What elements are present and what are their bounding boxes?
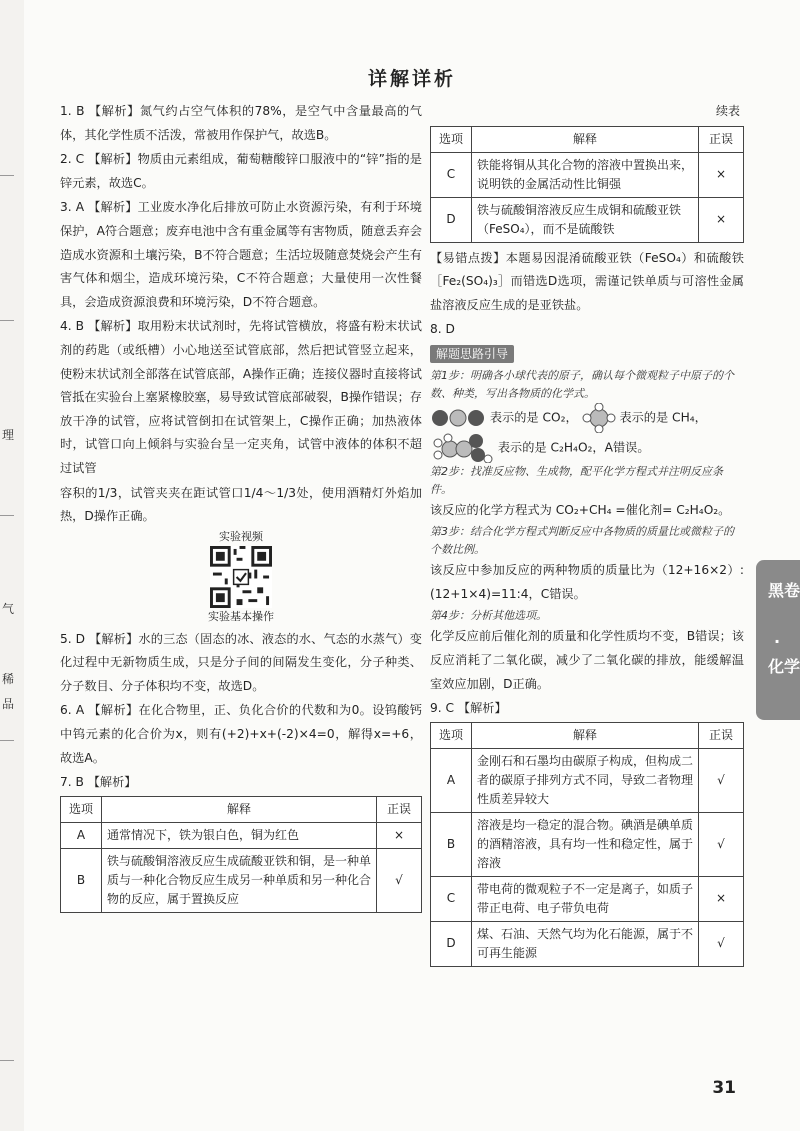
table-header: 解释 bbox=[102, 796, 377, 822]
answer-5: 5. D 【解析】水的三态（固态的冰、液态的水、气态的水蒸气）变化过程中无新物质生成，只是分子间的间隔发生变化，分子种类、分子数目、分子体积均不变，故选D。 bbox=[60, 631, 422, 693]
table-row bbox=[431, 152, 744, 197]
side-tab-text: 黑卷 bbox=[768, 581, 800, 600]
side-tab-text: · bbox=[774, 632, 781, 651]
step-1: 第1步：明确各小球代表的原子，确认每个微观粒子中原子的个数、种类，写出各物质的化学式。 bbox=[430, 368, 734, 400]
molecule-text: 表示的是 CH₄， bbox=[619, 410, 707, 425]
mass-ratio: 该反应中参加反应的两种物质的质量比为（12+16×2）:(12+1×4)=11:4，C错误。 bbox=[430, 563, 744, 601]
qr-caption-top: 实验视频 bbox=[219, 529, 263, 543]
answer-4-cont: 容积的1/3，试管夹夹在距试管口1/4～1/3处，使用酒精灯外焰加热，D操作正确。 bbox=[60, 485, 422, 524]
left-column bbox=[60, 100, 422, 913]
molecule-line-1 bbox=[430, 403, 744, 433]
explain-cell: 溶液是均一稳定的混合物。碘酒是碘单质的酒精溶液，具有均一性和稳定性，属于溶液 bbox=[472, 812, 699, 876]
equation: 该反应的化学方程式为 CO₂+CH₄ =催化剂= C₂H₄O₂。 bbox=[430, 502, 731, 517]
verdict-cell: √ bbox=[699, 921, 744, 966]
explain-cell: 带电荷的微观粒子不一定是离子，如质子带正电荷、电子带负电荷 bbox=[472, 876, 699, 921]
table-row bbox=[431, 812, 744, 876]
continued-label: 续表 bbox=[715, 104, 740, 118]
page-title: 详解详析 bbox=[367, 68, 456, 90]
error-tip: 【易错点拨】本题易因混淆硫酸亚铁（FeSO₄）和硫酸铁［Fe₂(SO₄)₃］而错选D选项，需谨记铁单质与可溶性金属盐溶液反应生成的是亚铁盐。 bbox=[430, 250, 744, 312]
table-header: 选项 bbox=[431, 722, 472, 748]
answer-7: 7. B 【解析】 bbox=[60, 775, 137, 790]
c2h4o2-molecule-icon bbox=[430, 433, 494, 463]
option-cell: B bbox=[431, 812, 472, 876]
explain-cell: 铁与硫酸铜溶液反应生成铜和硫酸亚铁（FeSO₄），而不是硫酸铁 bbox=[472, 197, 699, 242]
answer-page bbox=[24, 0, 800, 1131]
right-column bbox=[430, 100, 744, 967]
book-spine bbox=[0, 0, 25, 1131]
molecule-line-2 bbox=[430, 433, 744, 463]
step-3: 第3步：结合化学方程式判断反应中各物质的质量比或微粒子的个数比例。 bbox=[430, 525, 734, 557]
subject-side-tab bbox=[756, 560, 800, 720]
answer-3: 3. A 【解析】工业废水净化后排放可防止水资源污染，有利于环境保护，A符合题意；废弃电池中含有重金属等有害物质，随意丢弃会造成水资源和土壤污染，B不符合题意；生活垃圾随意焚烧会产生有害气体和烟尘，造成环境污染，C不符合题意；大量使用一次性餐具，会造成资源浪费和环境污染，D不符合题意。 bbox=[60, 200, 422, 309]
verdict-cell: √ bbox=[699, 812, 744, 876]
option-cell: C bbox=[431, 152, 472, 197]
spine-char: 品 bbox=[2, 697, 15, 711]
option-cell: D bbox=[431, 197, 472, 242]
verdict-cell: × bbox=[699, 152, 744, 197]
step-4: 第4步：分析其他选项。 bbox=[430, 609, 547, 623]
table-q7-continued bbox=[430, 126, 744, 243]
answer-2: 2. C 【解析】物质由元素组成，葡萄糖酸锌口服液中的“锌”指的是锌元素，故选C。 bbox=[60, 152, 422, 190]
table-row bbox=[431, 748, 744, 812]
explain-cell: 通常情况下，铁为银白色，铜为红色 bbox=[102, 822, 377, 848]
molecule-text: 表示的是 C₂H₄O₂，A错误。 bbox=[497, 440, 650, 455]
verdict-cell: × bbox=[699, 876, 744, 921]
solution-guide-tag: 解题思路引导 bbox=[430, 345, 514, 363]
explain-cell: 铁能将铜从其化合物的溶液中置换出来，说明铁的金属活动性比铜强 bbox=[472, 152, 699, 197]
table-header: 正误 bbox=[377, 796, 422, 822]
table-q9 bbox=[430, 722, 744, 967]
co2-molecule-icon bbox=[430, 408, 486, 428]
verdict-cell: × bbox=[699, 197, 744, 242]
answer-1: 1. B 【解析】氮气约占空气体积的78%，是空气中含量最高的气体，其化学性质不活泼，常被用作保护气，故选B。 bbox=[60, 104, 422, 142]
table-header: 解释 bbox=[472, 126, 699, 152]
option-cell: B bbox=[61, 848, 102, 912]
verdict-cell: × bbox=[377, 822, 422, 848]
catalyst-note: 化学反应前后催化剂的质量和化学性质均不变，B错误；该反应消耗了二氧化碳，减少了二氧化碳的排放，能缓解温室效应加剧，D正确。 bbox=[430, 629, 744, 691]
step-2: 第2步：找准反应物、生成物，配平化学方程式并注明反应条件。 bbox=[430, 464, 723, 496]
explain-cell: 煤、石油、天然气均为化石能源，属于不可再生能源 bbox=[472, 921, 699, 966]
option-cell: A bbox=[431, 748, 472, 812]
table-row bbox=[431, 197, 744, 242]
spine-char: 稀 bbox=[2, 672, 15, 686]
page-number: 31 bbox=[712, 1078, 736, 1098]
table-header: 正误 bbox=[699, 722, 744, 748]
explain-cell: 铁与硫酸铜溶液反应生成硫酸亚铁和铜，是一种单质与一种化合物反应生成另一种单质和另一种化合物的反应，属于置换反应 bbox=[102, 848, 377, 912]
verdict-cell: √ bbox=[699, 748, 744, 812]
verdict-cell: √ bbox=[377, 848, 422, 912]
ch4-molecule-icon bbox=[582, 403, 616, 433]
table-row bbox=[61, 848, 422, 912]
option-cell: D bbox=[431, 921, 472, 966]
spine-char: 气 bbox=[2, 602, 15, 616]
table-row bbox=[431, 876, 744, 921]
qr-code-icon[interactable] bbox=[210, 546, 272, 608]
answer-8: 8. D bbox=[430, 322, 455, 337]
option-cell: C bbox=[431, 876, 472, 921]
table-q7 bbox=[60, 796, 422, 913]
option-cell: A bbox=[61, 822, 102, 848]
answer-9: 9. C 【解析】 bbox=[430, 701, 507, 716]
answer-4: 4. B 【解析】取用粉末状试剂时，先将试管横放，将盛有粉末状试剂的药匙（或纸槽）小心地送至试管底部，然后把试管竖立起来，使粉末状试剂全部落在试管底部，A操作正确；连接仪器时直接将试管抵在实验台上塞紧橡胶塞，易导致试管底部破裂，B操作错误；存放干净的试管，应将试管倒扣在试管架上，C操作正确；加热液体时，试管口向上倾斜与实验台呈一定夹角，试管中液体的体积不超过试管 bbox=[60, 319, 422, 475]
answer-6: 6. A 【解析】在化合物里，正、负化合价的代数和为0。设钨酸钙中钨元素的化合价为x，则有(+2)+x+(-2)×4=0，解得x=+6，故选A。 bbox=[60, 703, 422, 765]
molecule-text: 表示的是 CO₂， bbox=[489, 410, 578, 425]
table-header: 正误 bbox=[699, 126, 744, 152]
table-header: 选项 bbox=[431, 126, 472, 152]
explain-cell: 金刚石和石墨均由碳原子构成，但构成二者的碳原子排列方式不同，导致二者物理性质差异较大 bbox=[472, 748, 699, 812]
spine-char: 理 bbox=[2, 428, 15, 442]
table-row bbox=[61, 822, 422, 848]
table-header: 选项 bbox=[61, 796, 102, 822]
qr-caption-bottom: 实验基本操作 bbox=[208, 609, 274, 623]
table-header: 解释 bbox=[472, 722, 699, 748]
side-tab-text: 化学 bbox=[768, 657, 800, 676]
table-row bbox=[431, 921, 744, 966]
